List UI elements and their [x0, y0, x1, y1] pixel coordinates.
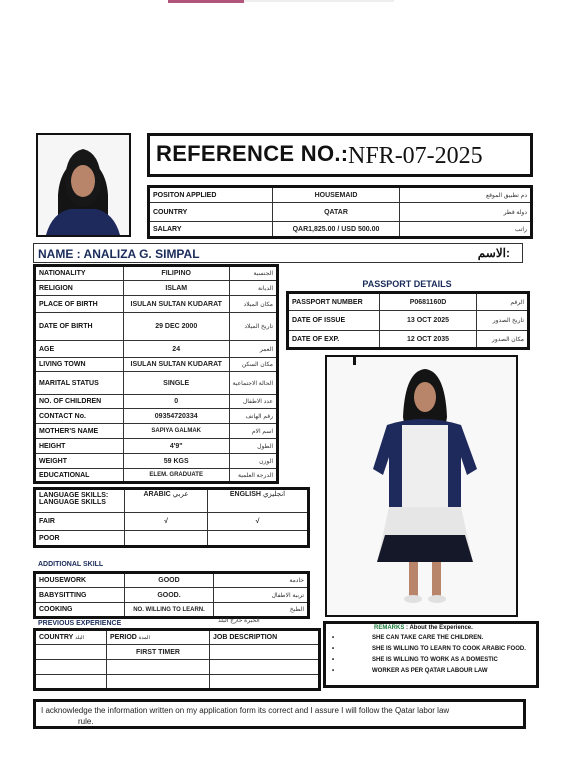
country-column-header — [35, 630, 107, 645]
salary-label: SALARY — [149, 222, 273, 238]
period-column-arabic: المدة — [138, 635, 150, 641]
table-row — [288, 293, 529, 311]
expiry-date-arabic: مكان الصدور — [477, 331, 529, 349]
table-row — [35, 313, 278, 341]
list-item: • SHE IS WILLING TO WORK AS A DOMESTIC — [330, 655, 526, 666]
acknowledgement-line-2: rule. — [78, 717, 94, 726]
language-header-2: LANGUAGE SKILLS — [39, 499, 106, 506]
babysitting-label: BABYSITTING — [35, 588, 125, 603]
table-row — [35, 588, 309, 603]
table-row — [35, 296, 278, 313]
remarks-box — [323, 621, 539, 688]
mother-label: MOTHER'S NAME — [35, 424, 124, 439]
experience-job-cell — [210, 660, 320, 675]
children-label: NO. OF CHILDREN — [35, 395, 124, 409]
nationality-value: FILIPINO — [123, 266, 229, 281]
table-row — [35, 513, 309, 531]
reference-box — [147, 133, 533, 177]
experience-job-cell — [210, 675, 320, 690]
table-row — [35, 603, 309, 618]
issue-date-label: DATE OF ISSUE — [288, 311, 380, 331]
passport-number-value: P0681160D — [380, 293, 477, 311]
fair-english-check: √ — [208, 513, 309, 531]
expiry-date-label: DATE OF EXP. — [288, 331, 380, 349]
expiry-date-value: 12 OCT 2035 — [380, 331, 477, 349]
country-column-arabic: البلد — [75, 635, 84, 641]
country-value: QATAR — [273, 203, 400, 222]
country-arabic: دولة قطر — [400, 203, 532, 222]
fair-arabic-check: √ — [125, 513, 208, 531]
housework-arabic: خادمة — [214, 573, 309, 588]
table-row — [35, 266, 278, 281]
nationality-label: NATIONALITY — [35, 266, 124, 281]
marital-value: SINGLE — [123, 372, 229, 395]
table-row — [288, 331, 529, 349]
fair-label: FAIR — [35, 513, 125, 531]
personal-info-table — [33, 264, 279, 484]
mother-arabic: اسم الام — [229, 424, 277, 439]
table-row — [35, 372, 278, 395]
weight-label: WEIGHT — [35, 454, 124, 469]
list-item: • WORKER AS PER QATAR LABOUR LAW — [330, 666, 526, 677]
table-row — [35, 409, 278, 424]
table-row — [35, 645, 320, 660]
reference-number: NFR-07-2025 — [348, 143, 483, 169]
table-row — [35, 630, 320, 645]
position-value: HOUSEMAID — [273, 187, 400, 203]
marital-arabic: الحالة الاجتماعية — [229, 372, 277, 395]
language-header: LANGUAGE SKILLS: — [39, 492, 109, 499]
additional-skill-title: ADDITIONAL SKILL — [38, 561, 104, 568]
poor-english-check — [208, 531, 309, 547]
name-arabic: الاسم: — [477, 246, 510, 260]
position-table — [147, 185, 533, 239]
living-town-arabic: مكان السكن — [229, 358, 277, 372]
name-bar — [33, 243, 523, 263]
age-arabic: العمر — [229, 341, 277, 358]
age-value: 24 — [123, 341, 229, 358]
full-body-image — [327, 357, 516, 615]
table-row — [35, 358, 278, 372]
weight-value: 59 KGS — [123, 454, 229, 469]
table-row — [35, 454, 278, 469]
remarks-list — [330, 633, 526, 677]
period-column-label: PERIOD — [110, 634, 137, 641]
arabic-column-header — [125, 489, 208, 513]
language-table — [33, 487, 310, 548]
table-row — [35, 531, 309, 547]
housework-label: HOUSEWORK — [35, 573, 125, 588]
birthplace-value: ISULAN SULTAN KUDARAT — [123, 296, 229, 313]
table-row — [288, 311, 529, 331]
experience-period-cell — [107, 675, 210, 690]
acknowledgement-text — [41, 705, 513, 727]
applicant-name: NAME : ANALIZA G. SIMPAL — [38, 247, 200, 261]
religion-value: ISLAM — [123, 281, 229, 296]
cooking-arabic: الطبخ — [214, 603, 309, 618]
children-arabic: عدد الاطفال — [229, 395, 277, 409]
issue-date-arabic: تاريخ الصدور — [477, 311, 529, 331]
table-row — [149, 222, 532, 238]
remarks-subtitle: : About the Experience. — [406, 625, 473, 631]
passport-number-label: PASSPORT NUMBER — [288, 293, 380, 311]
weight-arabic: الوزن — [229, 454, 277, 469]
height-arabic: الطول — [229, 439, 277, 454]
acknowledgement-line-1: I acknowledge the information written on my application form its correct and I assure I will follow the Qatar labor law — [41, 706, 450, 715]
top-accent-bar — [168, 0, 244, 3]
table-row — [35, 341, 278, 358]
education-arabic: الدرجة العلمية — [229, 469, 277, 483]
birthplace-label: PLACE OF BIRTH — [35, 296, 124, 313]
english-column-label: ENGLISH — [229, 491, 261, 498]
table-row — [35, 573, 309, 588]
housework-value: GOOD — [125, 573, 214, 588]
living-town-label: LIVING TOWN — [35, 358, 124, 372]
experience-period-cell: FIRST TIMER — [107, 645, 210, 660]
nationality-arabic: الجنسية — [229, 266, 277, 281]
passport-number-arabic: الرقم — [477, 293, 529, 311]
contact-value: 09354720334 — [123, 409, 229, 424]
table-row — [35, 489, 309, 513]
age-label: AGE — [35, 341, 124, 358]
experience-country-cell — [35, 645, 107, 660]
portrait-image — [38, 135, 129, 235]
issue-date-value: 13 OCT 2025 — [380, 311, 477, 331]
previous-experience-title: PREVIOUS EXPERIENCE — [38, 620, 122, 627]
babysitting-arabic: تربية الاطفال — [214, 588, 309, 603]
reference-label: REFERENCE NO.: — [156, 141, 349, 166]
country-label: COUNTRY — [149, 203, 273, 222]
passport-table — [286, 291, 530, 350]
table-row — [35, 395, 278, 409]
remarks-label: REMARKS — [374, 625, 405, 631]
position-arabic: دم تطبيق الموقع — [400, 187, 532, 203]
table-row — [35, 660, 320, 675]
table-row — [35, 469, 278, 483]
salary-arabic: راتب — [400, 222, 532, 238]
experience-job-cell — [210, 645, 320, 660]
job-column-header: JOB DESCRIPTION — [210, 630, 320, 645]
applicant-photo-small — [36, 133, 131, 237]
cooking-label: COOKING — [35, 603, 125, 618]
height-label: HEIGHT — [35, 439, 124, 454]
poor-label: POOR — [35, 531, 125, 547]
poor-arabic-check — [125, 531, 208, 547]
language-header-cell — [35, 489, 125, 513]
contact-arabic: رقم الهاتف — [229, 409, 277, 424]
salary-value: QAR1,825.00 / USD 500.00 — [273, 222, 400, 238]
birthdate-label: DATE OF BIRTH — [35, 313, 124, 341]
table-row — [35, 281, 278, 296]
top-divider — [244, 0, 394, 2]
living-town-value: ISULAN SULTAN KUDARAT — [123, 358, 229, 372]
marital-label: MARITAL STATUS — [35, 372, 124, 395]
children-value: 0 — [123, 395, 229, 409]
arabic-column-label: ARABIC — [143, 491, 171, 498]
english-column-arabic: انجليزي — [262, 491, 286, 498]
birthplace-arabic: مكان الميلاد — [229, 296, 277, 313]
experience-period-cell — [107, 660, 210, 675]
english-column-header — [208, 489, 309, 513]
babysitting-value: GOOD. — [125, 588, 214, 603]
birthdate-value: 29 DEC 2000 — [123, 313, 229, 341]
cooking-value: NO. WILLING TO LEARN. — [125, 603, 214, 618]
remarks-title — [374, 625, 473, 631]
experience-country-cell — [35, 660, 107, 675]
contact-label: CONTACT No. — [35, 409, 124, 424]
table-row — [149, 203, 532, 222]
country-column-label: COUNTRY — [39, 634, 74, 641]
skills-table — [33, 571, 310, 619]
height-value: 4'9" — [123, 439, 229, 454]
arabic-column-arabic: عربي — [172, 491, 189, 498]
table-row — [149, 187, 532, 203]
religion-label: RELIGION — [35, 281, 124, 296]
passport-title: PASSPORT DETAILS — [362, 279, 452, 289]
table-row — [35, 439, 278, 454]
religion-arabic: الديانة — [229, 281, 277, 296]
table-row — [35, 675, 320, 690]
list-item: • SHE CAN TAKE CARE THE CHILDREN. — [330, 633, 526, 644]
experience-country-cell — [35, 675, 107, 690]
applicant-photo-full — [325, 355, 518, 617]
education-value: ELEM. GRADUATE — [123, 469, 229, 483]
list-item: • SHE IS WILLING TO LEARN TO COOK ARABIC FOOD. — [330, 644, 526, 655]
experience-table — [33, 628, 321, 691]
acknowledgement-box — [33, 699, 526, 729]
birthdate-arabic: تاريخ الميلاد — [229, 313, 277, 341]
table-row — [35, 424, 278, 439]
mother-value: SAPIYA GALMAK — [123, 424, 229, 439]
education-label: EDUCATIONAL — [35, 469, 124, 483]
period-column-header — [107, 630, 210, 645]
previous-experience-arabic: الخبرة خارج البلد — [218, 618, 260, 624]
position-label: POSITON APPLIED — [149, 187, 273, 203]
